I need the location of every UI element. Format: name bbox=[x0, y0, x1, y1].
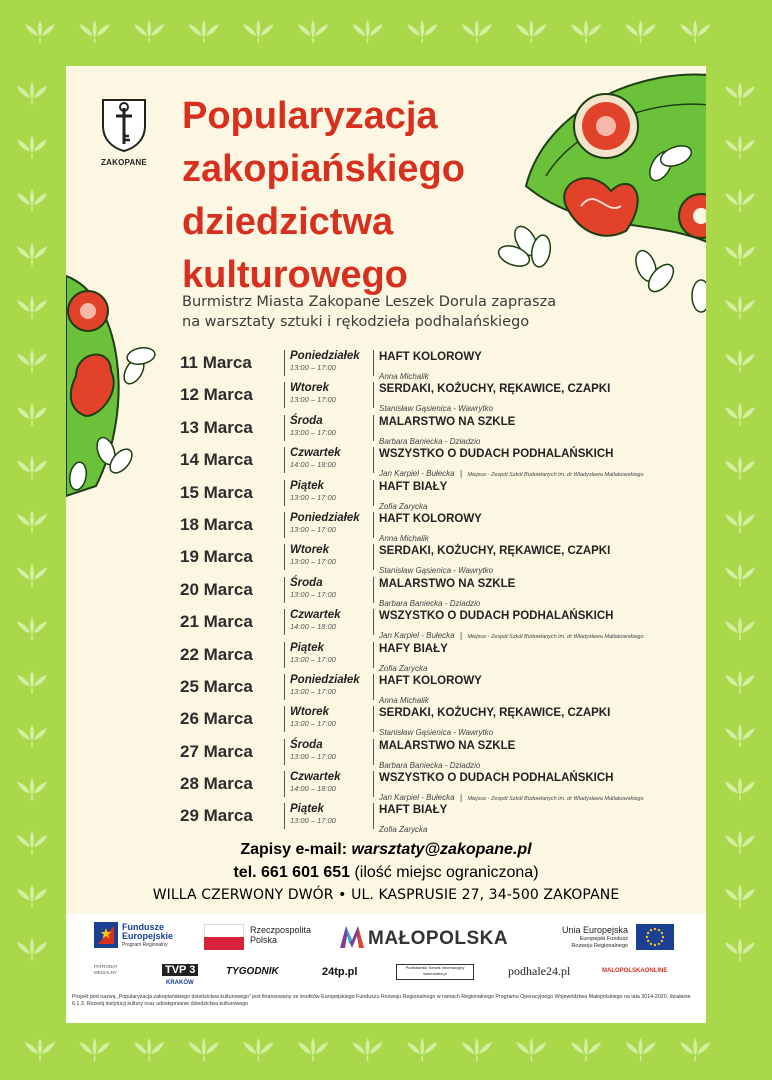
leaf-sprig-icon bbox=[725, 296, 755, 319]
leaf-sprig-icon bbox=[725, 189, 755, 212]
workshop-name: WSZYSTKO O DUDACH PODHALAŃSKICH bbox=[379, 772, 614, 785]
leaf-sprig-icon bbox=[725, 724, 755, 747]
workshop-date: 28 Marca bbox=[180, 774, 253, 794]
leaf-sprig-icon bbox=[725, 564, 755, 587]
workshop-cell bbox=[373, 642, 706, 673]
workshop-day: Piątek bbox=[290, 803, 324, 816]
fe-line1: Fundusze bbox=[122, 922, 164, 932]
workshop-day: Poniedziałek bbox=[290, 673, 360, 686]
fe-line2: Europejskie bbox=[122, 931, 174, 941]
workshop-name: HAFT KOLOROWY bbox=[379, 512, 482, 525]
leaf-sprig-icon bbox=[25, 20, 55, 43]
title-line-2: zakopiańskiego bbox=[182, 148, 465, 190]
leaf-sprig-icon bbox=[17, 510, 47, 533]
workshop-day: Piątek bbox=[290, 641, 324, 654]
zakopane-logo bbox=[96, 96, 152, 167]
schedule-row bbox=[180, 738, 700, 770]
leaf-sprig-icon bbox=[17, 403, 47, 426]
leaf-sprig-icon bbox=[243, 1038, 273, 1061]
phone-number[interactable]: tel. 661 601 651 bbox=[233, 864, 351, 881]
leaf-sprig-icon bbox=[680, 20, 710, 43]
workshop-day: Poniedziałek bbox=[290, 350, 360, 362]
folk-flower-ornament bbox=[486, 66, 706, 316]
eu-star bbox=[647, 940, 649, 942]
leaf-sprig-icon bbox=[17, 938, 47, 961]
watra-text: Podhalański Serwis Informacyjny bbox=[405, 965, 465, 970]
schedule-row bbox=[180, 511, 700, 543]
title-line-4: kulturowego bbox=[182, 254, 408, 296]
workshop-schedule bbox=[180, 349, 700, 835]
leaf-sprig-icon bbox=[17, 885, 47, 908]
workshop-cell bbox=[373, 447, 706, 479]
leaf-sprig-icon bbox=[516, 1038, 546, 1061]
venue-separator: | bbox=[459, 469, 463, 479]
funding-disclaimer: Projekt pod nazwą „Popularyzacja zakopiańskiego dziedzictwa kulturowego” jest finansowany ze środków Europejskiego Funduszu Rozwoju Regionalnego w ramach Regionalnego Programu Operacyjnego Województwa Małopolskiego na lata 2014-2020, działanie 6.1.3. Rozwój instytucji kultury oraz udostępnianie dziedzictwa kulturowego bbox=[72, 994, 691, 1007]
watra-sub: www.watra.pl bbox=[423, 971, 447, 976]
workshop-hours: 13:00 – 17:00 bbox=[290, 492, 336, 502]
workshop-hours: 14:00 – 18:00 bbox=[290, 460, 336, 470]
leaf-sprig-icon bbox=[516, 20, 546, 43]
workshop-hours: 14:00 – 18:00 bbox=[290, 784, 336, 794]
leaf-sprig-icon bbox=[298, 20, 328, 43]
workshop-date: 21 Marca bbox=[180, 612, 253, 632]
workshop-day: Czwartek bbox=[290, 771, 341, 784]
podhale24-logo: podhale24.pl bbox=[508, 964, 571, 978]
workshop-cell bbox=[373, 415, 706, 446]
24tp-logo: 24tp.pl bbox=[322, 966, 358, 978]
phone-line bbox=[66, 864, 706, 882]
workshop-day: Wtorek bbox=[290, 382, 329, 395]
workshop-day: Środa bbox=[290, 738, 323, 751]
leaf-sprig-icon bbox=[725, 938, 755, 961]
workshop-date: 27 Marca bbox=[180, 741, 253, 761]
leaf-sprig-icon bbox=[17, 617, 47, 640]
workshop-name: HAFT KOLOROWY bbox=[379, 674, 482, 687]
workshop-date: 18 Marca bbox=[180, 514, 253, 534]
leaf-sprig-icon bbox=[626, 1038, 656, 1061]
workshop-date: 11 Marca bbox=[180, 353, 252, 372]
workshop-cell bbox=[373, 382, 706, 414]
workshop-hours: 13:00 – 17:00 bbox=[290, 427, 336, 437]
leaf-sprig-icon bbox=[725, 885, 755, 908]
workshop-cell bbox=[373, 674, 706, 705]
workshop-leader: Zofia Zarycka bbox=[379, 501, 428, 511]
title-line-3: dziedzictwa bbox=[182, 201, 394, 243]
folk-flower-ornament-left bbox=[66, 256, 166, 506]
workshop-cell bbox=[373, 771, 706, 803]
leaf-sprig-icon bbox=[80, 20, 110, 43]
eu-star bbox=[646, 936, 648, 938]
eu-star bbox=[658, 929, 660, 931]
workshop-date: 15 Marca bbox=[180, 482, 253, 502]
eu-flag-icon bbox=[636, 924, 674, 950]
day-cell bbox=[284, 544, 372, 570]
leaf-sprig-icon bbox=[571, 20, 601, 43]
schedule-row bbox=[180, 673, 700, 705]
venue-note: Miejsce - Zespół Szkół Budowlanych im. dr Władysława Matlakowskiego bbox=[467, 472, 644, 479]
ue-line1: Unia Europejska bbox=[561, 925, 628, 935]
leaf-sprig-icon bbox=[134, 1038, 164, 1061]
poster-title bbox=[182, 90, 512, 302]
malopolskaonline-logo: MALOPOLSKAONLINE bbox=[602, 968, 668, 974]
workshop-date: 19 Marca bbox=[180, 547, 253, 567]
workshop-day: Środa bbox=[290, 576, 323, 589]
leaf-sprig-icon bbox=[17, 564, 47, 587]
workshop-leader: Anna Michalik bbox=[379, 533, 429, 543]
eu-star bbox=[661, 940, 663, 942]
day-cell bbox=[284, 803, 372, 829]
leaf-sprig-icon bbox=[353, 20, 383, 43]
poster-panel bbox=[66, 66, 706, 1023]
tvp3-logo: TVP 3 bbox=[162, 964, 198, 976]
workshop-leader: Zofia Zarycka bbox=[379, 825, 428, 835]
day-cell bbox=[284, 771, 372, 797]
leaf-sprig-icon bbox=[725, 243, 755, 266]
signup-email-line bbox=[66, 841, 706, 859]
leaf-sprig-icon bbox=[725, 617, 755, 640]
leaf-sprig-icon bbox=[462, 1038, 492, 1061]
workshop-name: HAFT BIAŁY bbox=[379, 480, 448, 493]
title-line-1: Popularyzacja bbox=[182, 95, 438, 137]
workshop-hours: 13:00 – 17:00 bbox=[290, 589, 336, 599]
eu-star bbox=[650, 943, 652, 945]
ue-line2: Europejski Fundusz bbox=[579, 936, 628, 942]
day-cell bbox=[284, 480, 372, 506]
workshop-day: Poniedziałek bbox=[290, 511, 360, 524]
eu-star bbox=[650, 929, 652, 931]
leaf-sprig-icon bbox=[680, 1038, 710, 1061]
schedule-row bbox=[180, 802, 700, 834]
workshop-name: MALARSTWO NA SZKLE bbox=[379, 739, 516, 752]
malopolska-text: MAŁOPOLSKA bbox=[368, 928, 509, 949]
rp-line1: Rzeczpospolita bbox=[250, 925, 312, 935]
workshop-date: 13 Marca bbox=[180, 417, 253, 437]
workshop-date: 29 Marca bbox=[180, 806, 253, 826]
intro-text bbox=[182, 292, 602, 332]
watra-logo bbox=[396, 964, 474, 980]
leaf-sprig-icon bbox=[80, 1038, 110, 1061]
workshop-cell bbox=[373, 739, 706, 770]
leaf-sprig-icon bbox=[571, 1038, 601, 1061]
schedule-row bbox=[180, 705, 700, 737]
leaf-sprig-icon bbox=[407, 1038, 437, 1061]
leaf-sprig-icon bbox=[134, 20, 164, 43]
leaf-sprig-icon bbox=[725, 457, 755, 480]
polish-flag-icon bbox=[204, 924, 244, 950]
venue-address: WILLA CZERWONY DWÓR • UL. KASPRUSIE 27, 34-500 ZAKOPANE bbox=[152, 887, 620, 903]
schedule-row bbox=[180, 543, 700, 575]
sponsor-logos bbox=[66, 914, 706, 1023]
leaf-sprig-icon bbox=[243, 20, 273, 43]
schedule-row bbox=[180, 381, 700, 413]
workshop-cell bbox=[373, 544, 706, 576]
leaf-sprig-icon bbox=[725, 350, 755, 373]
schedule-row bbox=[180, 608, 700, 640]
day-cell bbox=[284, 642, 372, 668]
workshop-day: Czwartek bbox=[290, 609, 341, 622]
workshop-day: Wtorek bbox=[290, 706, 329, 719]
leaf-sprig-icon bbox=[462, 20, 492, 43]
workshop-name: WSZYSTKO O DUDACH PODHALAŃSKICH bbox=[379, 448, 614, 461]
workshop-date: 25 Marca bbox=[180, 676, 253, 696]
leaf-sprig-icon bbox=[298, 1038, 328, 1061]
workshop-leader: Jan Karpiel - Bułecka bbox=[379, 793, 455, 803]
leaf-sprig-icon bbox=[725, 510, 755, 533]
intro-line-1: Burmistrz Miasta Zakopane Leszek Dorula zaprasza bbox=[182, 294, 557, 310]
workshop-hours: 13:00 – 17:00 bbox=[290, 363, 336, 372]
leaf-sprig-icon bbox=[725, 82, 755, 105]
patronat-line1: PATRONAT bbox=[94, 964, 118, 969]
day-cell bbox=[284, 706, 372, 732]
malopolska-m-icon bbox=[340, 926, 364, 948]
workshop-date: 20 Marca bbox=[180, 579, 253, 599]
venue-note: Miejsce - Zespół Szkół Budowlanych im. dr Władysława Matlakowskiego bbox=[467, 796, 644, 803]
city-label: ZAKOPANE bbox=[101, 158, 147, 167]
fe-line3: Program Regionalny bbox=[122, 942, 168, 948]
leaf-sprig-icon bbox=[17, 778, 47, 801]
workshop-leader: Stanisław Gąsienica - Wawrytko bbox=[379, 404, 494, 414]
day-cell bbox=[284, 609, 372, 635]
workshop-day: Środa bbox=[290, 414, 323, 427]
leaf-sprig-icon bbox=[17, 671, 47, 694]
workshop-name: MALARSTWO NA SZKLE bbox=[379, 415, 516, 428]
leaf-sprig-icon bbox=[17, 82, 47, 105]
leaf-sprig-icon bbox=[17, 457, 47, 480]
workshop-cell bbox=[373, 609, 706, 641]
leaf-sprig-icon bbox=[25, 1038, 55, 1061]
day-cell bbox=[284, 512, 372, 538]
day-cell bbox=[284, 415, 372, 441]
patronat-label bbox=[94, 964, 118, 976]
workshop-leader: Stanisław Gąsienica - Wawrytko bbox=[379, 566, 494, 576]
ue-line3: Rozwoju Regionalnego bbox=[571, 943, 628, 949]
workshop-date: 12 Marca bbox=[180, 385, 253, 405]
eu-star bbox=[654, 928, 656, 930]
leaf-sprig-icon bbox=[17, 296, 47, 319]
leaf-sprig-icon bbox=[17, 136, 47, 159]
workshop-leader: Jan Karpiel - Bułecka bbox=[379, 631, 455, 641]
workshop-name: MALARSTWO NA SZKLE bbox=[379, 577, 516, 590]
workshop-name: SERDAKI, KOŻUCHY, RĘKAWICE, CZAPKI bbox=[379, 383, 611, 396]
patronat-line2: MEDIALNY bbox=[94, 970, 118, 975]
workshop-leader: Zofia Zarycka bbox=[379, 663, 428, 673]
leaf-sprig-icon bbox=[725, 831, 755, 854]
workshop-hours: 13:00 – 17:00 bbox=[290, 654, 336, 664]
workshop-date: 14 Marca bbox=[180, 450, 253, 470]
zakopane-crest-icon bbox=[99, 96, 149, 152]
workshop-hours: 13:00 – 17:00 bbox=[290, 719, 336, 729]
workshop-date: 26 Marca bbox=[180, 709, 253, 729]
workshop-name: SERDAKI, KOŻUCHY, RĘKAWICE, CZAPKI bbox=[379, 545, 611, 558]
workshop-hours: 13:00 – 17:00 bbox=[290, 816, 336, 826]
workshop-name: HAFT KOLOROWY bbox=[379, 351, 482, 363]
eu-star bbox=[658, 943, 660, 945]
schedule-row bbox=[180, 446, 700, 478]
eu-star bbox=[662, 936, 664, 938]
workshop-cell bbox=[373, 512, 706, 543]
leaf-sprig-icon bbox=[725, 778, 755, 801]
workshop-leader: Anna Michalik bbox=[379, 695, 429, 705]
workshop-leader: Jan Karpiel - Bułecka bbox=[379, 469, 455, 479]
leaf-sprig-icon bbox=[17, 243, 47, 266]
eu-star bbox=[647, 932, 649, 934]
leaf-sprig-icon bbox=[725, 136, 755, 159]
venue-separator: | bbox=[459, 631, 463, 641]
workshop-leader: Barbara Baniecka - Dziadzio bbox=[379, 760, 481, 770]
workshop-day: Czwartek bbox=[290, 447, 341, 460]
day-cell bbox=[284, 739, 372, 765]
venue-note: Miejsce - Zespół Szkół Budowlanych im. dr Władysława Matlakowskiego bbox=[467, 634, 644, 641]
workshop-cell bbox=[373, 577, 706, 608]
schedule-row bbox=[180, 576, 700, 608]
leaf-sprig-icon bbox=[626, 20, 656, 43]
leaf-sprig-icon bbox=[353, 1038, 383, 1061]
workshop-hours: 13:00 – 17:00 bbox=[290, 395, 336, 405]
leaf-sprig-icon bbox=[17, 724, 47, 747]
day-cell bbox=[284, 350, 372, 376]
schedule-row bbox=[180, 479, 700, 511]
day-cell bbox=[284, 577, 372, 603]
workshop-cell bbox=[373, 350, 706, 381]
fe-star-icon bbox=[94, 922, 118, 948]
day-cell bbox=[284, 382, 372, 408]
workshop-hours: 14:00 – 18:00 bbox=[290, 622, 336, 632]
signup-email[interactable]: warsztaty@zakopane.pl bbox=[351, 841, 532, 858]
workshop-name: HAFY BIAŁY bbox=[379, 642, 448, 655]
signup-label: Zapisy e-mail: bbox=[240, 841, 348, 858]
venue-separator: | bbox=[459, 793, 463, 803]
workshop-leader: Barbara Baniecka - Dziadzio bbox=[379, 598, 481, 608]
workshop-name: SERDAKI, KOŻUCHY, RĘKAWICE, CZAPKI bbox=[379, 707, 611, 720]
leaf-sprig-icon bbox=[725, 671, 755, 694]
tvp3-sub: KRAKÓW bbox=[166, 980, 194, 986]
workshop-day: Piątek bbox=[290, 479, 324, 492]
day-cell bbox=[284, 674, 372, 700]
tygodnik-logo: TYGODNIK bbox=[226, 966, 279, 977]
workshop-name: HAFT BIAŁY bbox=[379, 804, 448, 817]
workshop-leader: Stanisław Gąsienica - Wawrytko bbox=[379, 728, 494, 738]
rp-line2: Polska bbox=[250, 935, 278, 945]
workshop-day: Wtorek bbox=[290, 544, 329, 557]
leaf-sprig-icon bbox=[189, 20, 219, 43]
leaf-sprig-icon bbox=[407, 20, 437, 43]
schedule-row bbox=[180, 770, 700, 802]
leaf-sprig-icon bbox=[17, 831, 47, 854]
schedule-row bbox=[180, 641, 700, 673]
workshop-date: 22 Marca bbox=[180, 644, 253, 664]
eu-star bbox=[661, 932, 663, 934]
leaf-sprig-icon bbox=[725, 403, 755, 426]
workshop-leader: Anna Michalik bbox=[379, 372, 429, 381]
phone-note: (ilość miejsc ograniczona) bbox=[354, 864, 539, 881]
workshop-cell bbox=[373, 706, 706, 738]
workshop-hours: 13:00 – 17:00 bbox=[290, 751, 336, 761]
leaf-sprig-icon bbox=[17, 350, 47, 373]
leaf-sprig-icon bbox=[189, 1038, 219, 1061]
workshop-hours: 13:00 – 17:00 bbox=[290, 557, 336, 567]
leaf-sprig-icon bbox=[17, 189, 47, 212]
workshop-name: WSZYSTKO O DUDACH PODHALAŃSKICH bbox=[379, 610, 614, 623]
day-cell bbox=[284, 447, 372, 473]
workshop-cell bbox=[373, 803, 706, 835]
workshop-hours: 13:00 – 17:00 bbox=[290, 524, 336, 534]
intro-line-2: na warsztaty sztuki i rękodzieła podhalańskiego bbox=[182, 314, 530, 330]
eu-star bbox=[654, 944, 656, 946]
schedule-row bbox=[180, 414, 700, 446]
workshop-leader: Barbara Baniecka - Dziadzio bbox=[379, 436, 481, 446]
workshop-cell bbox=[373, 480, 706, 511]
schedule-row bbox=[180, 349, 700, 381]
workshop-hours: 13:00 – 17:00 bbox=[290, 686, 336, 696]
